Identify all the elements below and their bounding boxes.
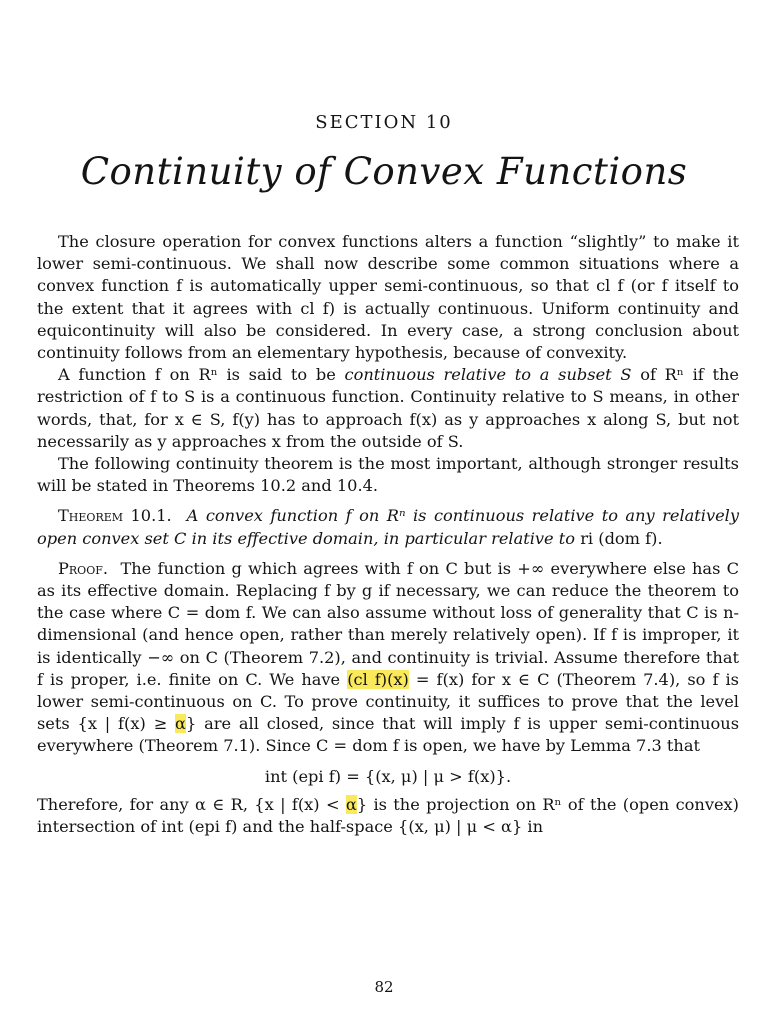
theorem-label: Theorem 10.1. [58, 506, 172, 526]
highlight-closure: (cl f)(x) [347, 669, 409, 689]
section-label: SECTION 10 [315, 112, 453, 133]
proof-text-a: The function g which agrees with f on C but is +∞ everywhere else has C as its effective domain. Replacing f by g if necessary, we can reduce the theorem to the case where C = dom f. We can also assume without loss of generality that C is n-dimensional (and hence open, rather than merely relatively open). If f is improper, it is identically −∞ on C (Theorem 7.2), and continuity is trivial. Assume therefore that f is proper, i.e. finite on C. We have [37, 558, 739, 689]
lead-in-paragraph: The following continuity theorem is the most important, although stronger results will be stated in Theorems 10.2 and 10.4. [37, 454, 739, 496]
proof-label: Proof. [58, 558, 108, 578]
proof-text-c: } are all closed, since that will imply f is upper semi-continuous everywhere (Theorem 7.1). Since C = dom f is open, we have by Lemma 7.3 that [37, 714, 740, 756]
definition-paragraph [37, 364, 739, 453]
intro-paragraph: The closure operation for convex functions alters a function “slightly” to make it lower semi-continuous. We shall now describe some common situations where a convex function f is automatically upper semi-continuous, so that cl f (or f itself to the extent that it agrees with cl f) is actually continuous. Uniform continuity and equicontinuity will also be considered. In every case, a strong conclusion about continuity follows from an elementary hypothesis, because of convexity. [37, 232, 739, 363]
display-equation: int (epi f) = {(x, μ) | μ > f(x)}. [264, 766, 512, 786]
theorem-paragraph [37, 505, 739, 549]
highlight-alpha: α [175, 714, 186, 734]
proof-paragraph [37, 558, 739, 758]
proof-text-b: = f(x) for x ∈ C (Theorem 7.4), so f is lower semi-continuous on C. To prove continuity, it suffices to prove that the level sets {x | f(x) ≥ [37, 669, 739, 734]
body-text [37, 231, 739, 838]
theorem-tail: ri (dom f). [580, 528, 663, 548]
final-paragraph [37, 794, 739, 838]
highlight-alpha-2: α [345, 794, 357, 814]
page-number: 82 [374, 978, 394, 996]
definition-term: continuous relative to a subset S [344, 365, 632, 385]
definition-text-a: A function f on Rⁿ is said to be [58, 365, 345, 385]
theorem-statement: A convex function f on Rⁿ is continuous relative to any relatively open convex set C in its effective domain, in particular relative to [37, 506, 740, 548]
final-text-b: } is the projection on Rⁿ of the (open convex) intersection of int (epi f) and the half-space {(x, μ) | μ < α} in [37, 794, 739, 837]
final-text-a: Therefore, for any α ∈ R, {x | f(x) < [37, 794, 346, 814]
section-title: Continuity of Convex Functions [80, 150, 688, 193]
definition-text-b: of Rⁿ if the restriction of f to S is a continuous function. Continuity relative to S means, in other words, that, for x ∈ S, f(y) has to approach f(x) as y approaches x along S, but not necessarily as y approaches x from the outside of S. [37, 365, 739, 451]
